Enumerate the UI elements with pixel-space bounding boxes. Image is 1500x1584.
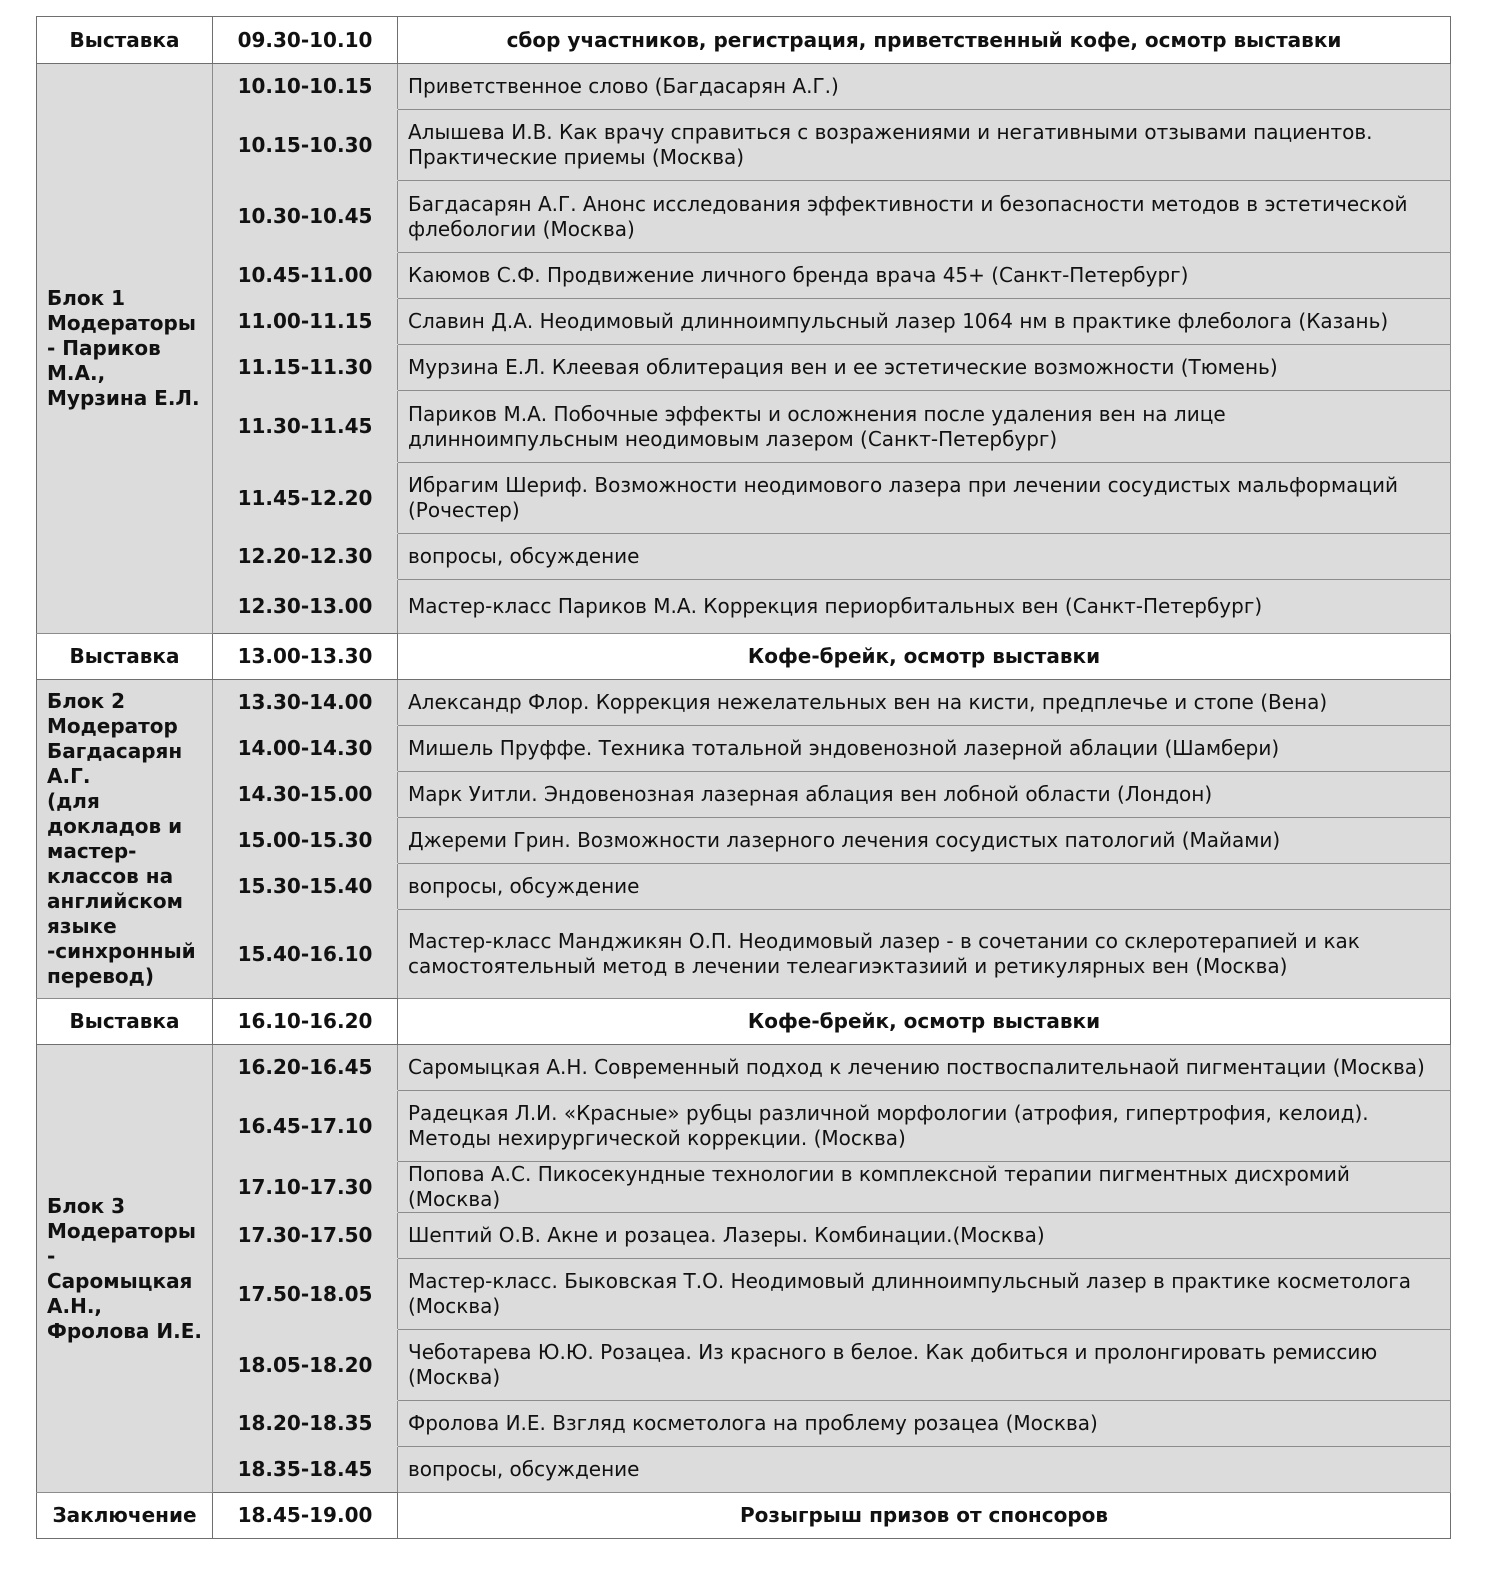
break-row [37,1493,1451,1539]
talk-row [37,680,1451,726]
talk-row [37,110,1451,181]
talk-title: Александр Флор. Коррекция нежелательных вен на кисти, предплечье и стопе (Вена) [398,680,1451,726]
break-row [37,634,1451,680]
time-slot: 10.30-10.45 [213,181,398,253]
schedule-table [36,16,1451,1539]
talk-row [37,1447,1451,1493]
section-label: Выставка [37,634,213,680]
talk-title: Джереми Грин. Возможности лазерного лечения сосудистых патологий (Майами) [398,818,1451,864]
talk-title: вопросы, обсуждение [398,534,1451,580]
talk-row [37,772,1451,818]
talk-row [37,818,1451,864]
time-slot: 15.00-15.30 [213,818,398,864]
time-slot: 16.20-16.45 [213,1045,398,1091]
time-slot: 18.45-19.00 [213,1493,398,1539]
talk-row [37,253,1451,299]
talk-row [37,1213,1451,1259]
block-moderators: Блок 1 Модераторы - Париков М.А., Мурзина Е.Л. [37,64,213,634]
time-slot: 17.30-17.50 [213,1213,398,1259]
time-slot: 11.30-11.45 [213,391,398,463]
time-slot: 10.45-11.00 [213,253,398,299]
time-slot: 10.15-10.30 [213,110,398,181]
talk-title: вопросы, обсуждение [398,1447,1451,1493]
talk-title: Ибрагим Шериф. Возможности неодимового лазера при лечении сосудистых мальформаций (Рочестер) [398,463,1451,534]
time-slot: 10.10-10.15 [213,64,398,110]
talk-title: Марк Уитли. Эндовенозная лазерная аблация вен лобной области (Лондон) [398,772,1451,818]
schedule-body [37,17,1451,1539]
talk-title: Алышева И.В. Как врачу справиться с возражениями и негативными отзывами пациентов. Практические приемы (Москва) [398,110,1451,181]
talk-row [37,1330,1451,1401]
time-slot: 09.30-10.10 [213,17,398,64]
talk-row [37,580,1451,634]
time-slot: 16.10-16.20 [213,999,398,1045]
break-description: Кофе-брейк, осмотр выставки [398,999,1451,1045]
talk-title: Багдасарян А.Г. Анонс исследования эффективности и безопасности методов в эстетической флебологии (Москва) [398,181,1451,253]
time-slot: 15.30-15.40 [213,864,398,910]
talk-title: Париков М.А. Побочные эффекты и осложнения после удаления вен на лице длинноимпульсным неодимовым лазером (Санкт-Петербург) [398,391,1451,463]
talk-row [37,864,1451,910]
talk-title: Мурзина Е.Л. Клеевая облитерация вен и ее эстетические возможности (Тюмень) [398,345,1451,391]
talk-title: Шептий О.В. Акне и розацеа. Лазеры. Комбинации.(Москва) [398,1213,1451,1259]
talk-row [37,1045,1451,1091]
talk-row [37,726,1451,772]
time-slot: 15.40-16.10 [213,910,398,999]
talk-title: Радецкая Л.И. «Красные» рубцы различной морфологии (атрофия, гипертрофия, келоид). Методы нехирургической коррекции. (Москва) [398,1091,1451,1162]
talk-title: Славин Д.А. Неодимовый длинноимпульсный лазер 1064 нм в практике флеболога (Казань) [398,299,1451,345]
time-slot: 17.10-17.30 [213,1162,398,1213]
time-slot: 18.20-18.35 [213,1401,398,1447]
block-moderators: Блок 3 Модераторы - Саромыцкая А.Н., Фролова И.Е. [37,1045,213,1493]
talk-row [37,534,1451,580]
talk-title: Саромыцкая А.Н. Современный подход к лечению поствоспалительнаой пигментации (Москва) [398,1045,1451,1091]
time-slot: 13.30-14.00 [213,680,398,726]
talk-row [37,299,1451,345]
break-description: Розыгрыш призов от спонсоров [398,1493,1451,1539]
talk-row [37,345,1451,391]
talk-row [37,1162,1451,1213]
talk-row [37,463,1451,534]
talk-row [37,910,1451,999]
time-slot: 18.35-18.45 [213,1447,398,1493]
talk-title: Чеботарева Ю.Ю. Розацеа. Из красного в белое. Как добиться и пролонгировать ремиссию (Москва) [398,1330,1451,1401]
talk-row [37,64,1451,110]
time-slot: 13.00-13.30 [213,634,398,680]
time-slot: 11.15-11.30 [213,345,398,391]
talk-title: Мастер-класс Манджикян О.П. Неодимовый лазер - в сочетании со склеротерапией и как самостоятельный метод в лечении телеагиэктазиий и ретикулярных вен (Москва) [398,910,1451,999]
break-description: Кофе-брейк, осмотр выставки [398,634,1451,680]
break-row [37,17,1451,64]
talk-title: Мастер-класс Париков М.А. Коррекция периорбитальных вен (Санкт-Петербург) [398,580,1451,634]
time-slot: 12.20-12.30 [213,534,398,580]
talk-title: Попова А.С. Пикосекундные технологии в комплексной терапии пигментных дисхромий (Москва) [398,1162,1451,1213]
talk-title: Мастер-класс. Быковская Т.О. Неодимовый длинноимпульсный лазер в практике косметолога (Москва) [398,1259,1451,1330]
time-slot: 12.30-13.00 [213,580,398,634]
section-label: Заключение [37,1493,213,1539]
time-slot: 16.45-17.10 [213,1091,398,1162]
time-slot: 14.00-14.30 [213,726,398,772]
block-moderators: Блок 2 Модератор Багдасарян А.Г. (для докладов и мастер-классов на английском языке -синхронный перевод) [37,680,213,999]
talk-row [37,1091,1451,1162]
time-slot: 11.00-11.15 [213,299,398,345]
talk-row [37,1259,1451,1330]
section-label: Выставка [37,17,213,64]
talk-title: Мишель Пруффе. Техника тотальной эндовенозной лазерной аблации (Шамбери) [398,726,1451,772]
time-slot: 17.50-18.05 [213,1259,398,1330]
talk-title: Фролова И.Е. Взгляд косметолога на проблему розацеа (Москва) [398,1401,1451,1447]
section-label: Выставка [37,999,213,1045]
break-description: сбор участников, регистрация, приветственный кофе, осмотр выставки [398,17,1451,64]
talk-title: Приветственное слово (Багдасарян А.Г.) [398,64,1451,110]
talk-row [37,181,1451,253]
time-slot: 18.05-18.20 [213,1330,398,1401]
time-slot: 11.45-12.20 [213,463,398,534]
talk-row [37,1401,1451,1447]
talk-title: Каюмов С.Ф. Продвижение личного бренда врача 45+ (Санкт-Петербург) [398,253,1451,299]
talk-row [37,391,1451,463]
break-row [37,999,1451,1045]
time-slot: 14.30-15.00 [213,772,398,818]
talk-title: вопросы, обсуждение [398,864,1451,910]
